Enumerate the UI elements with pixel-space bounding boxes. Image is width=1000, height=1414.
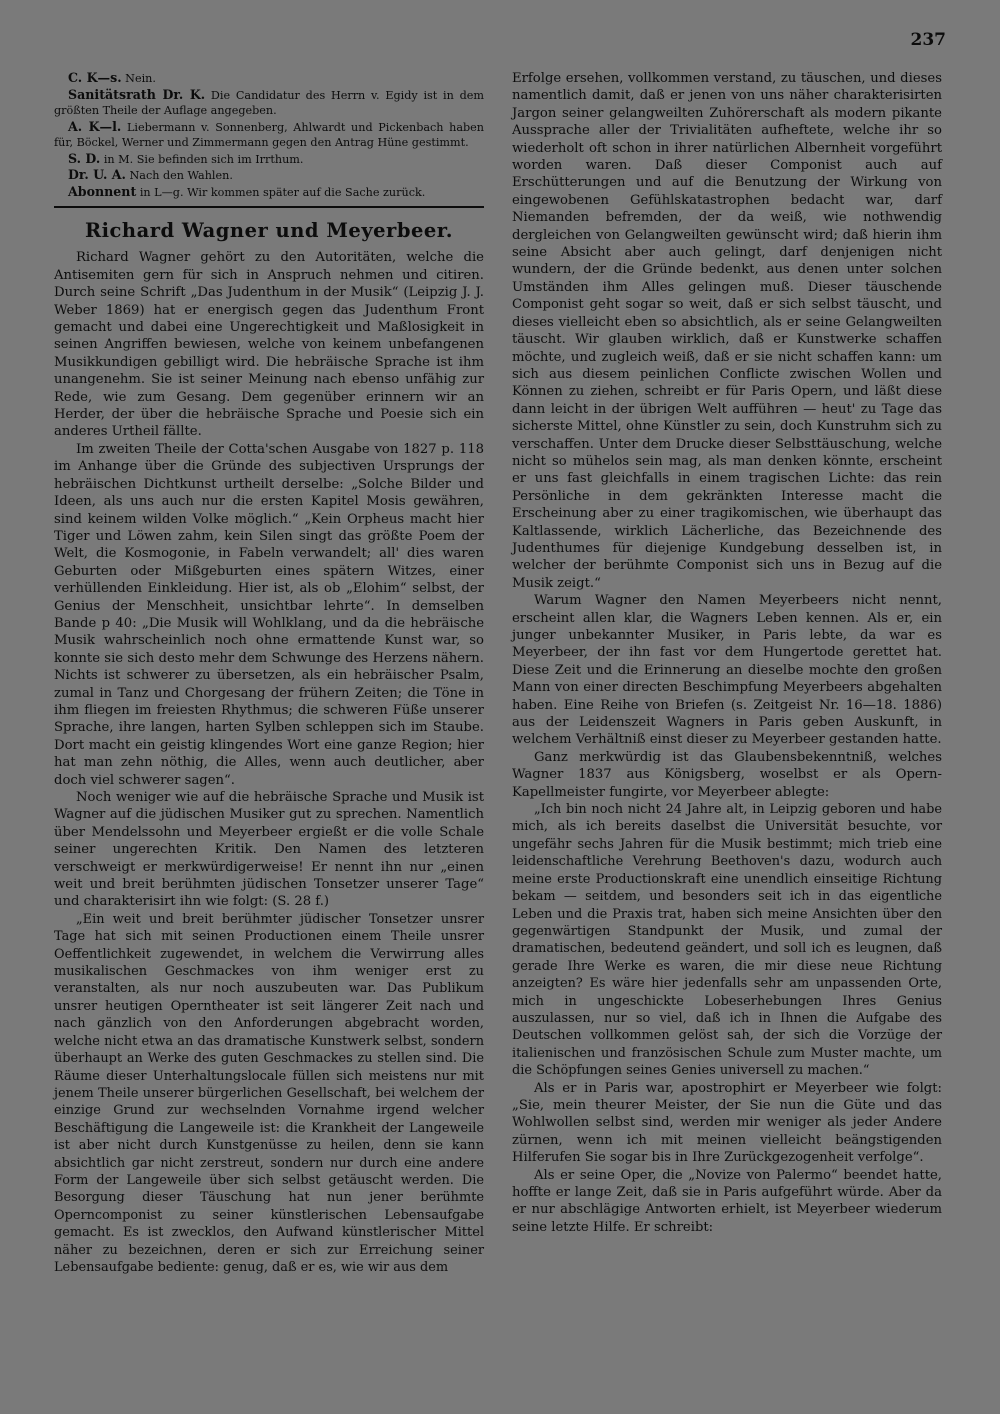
page-number: 237 xyxy=(910,30,946,50)
right-column xyxy=(512,70,942,1236)
notice-item xyxy=(54,87,484,119)
notice-text: Liebermann v. Sonnenberg, Ahlwardt und Pickenbach haben für, Böckel, Werner und Zimmermann gegen den Antrag Hüne gestimmt. xyxy=(54,120,484,149)
notice-text: Nein. xyxy=(125,72,156,85)
notice-item xyxy=(54,151,484,168)
notice-recipient: A. K—l. xyxy=(68,118,122,134)
quoted-passage: „Ein weit und breit berühmter jüdischer Tonsetzer unsrer Tage hat sich mit seinen Productionen einem Theile unsrer Oeffentlichkeit zugewendet, in welchem die Verwirrung alles musikalischen Geschmackes von ihm weniger erst zu veranstalten, als nur noch auszubeuten war. Das Publikum unsrer heutigen Operntheater ist seit längerer Zeit nach und nach gänzlich von den Anforderungen abgebracht worden, welche nicht etwa an das dramatische Kunstwerk selbst, sondern überhaupt an Werke des guten Geschmackes zu stellen sind. Die Räume dieser Unterhaltungslocale füllen sich meistens nur mit jenem Theile unserer bürgerlichen Gesellschaft, bei welchem der einzige Grund zur wechselnden Vornahme irgend welcher Beschäftigung die Langeweile ist: die Krankheit der Langeweile ist aber nicht durch Kunstgenüsse zu heilen, denn sie kann absichtlich gar nicht zerstreut, sondern nur durch eine andere Form der Langeweile über sich selbst getäuscht werden. Die Besorgung dieser Täuschung hat nun jener berühmte Operncomponist zu seiner künstlerischen Lebensaufgabe gemacht. Es ist zwecklos, den Aufwand künstlerischer Mittel näher zu bezeichnen, deren er sich zur Erreichung seiner Lebensaufgabe bediente: genug, daß er es, wie wir aus dem xyxy=(54,911,484,1275)
section-divider xyxy=(54,206,484,208)
notice-item xyxy=(54,167,484,184)
notice-text: Die Candidatur des Herrn v. Egidy ist in dem größten Theile der Auflage angegeben. xyxy=(54,88,484,117)
notice-text: in M. Sie befinden sich im Irrthum. xyxy=(103,152,304,166)
article-paragraph: Richard Wagner gehört zu den Autoritäten, welche die Antisemiten gern für sich in Anspruch nehmen und citiren. Durch seine Schrift „Das Judenthum in der Musik“ (Leipzig J. J. Weber 1869) hat er energisch gegen das Judenthum Front gemacht und dabei eine Ungerechtigkeit und Maßlosigkeit in seinen Angriffen bewiesen, welche von keinem unbefangenen Musikkundigen gebilligt wird. Die hebräische Sprache ist ihm unangenehm. Sie ist seiner Meinung nach ebenso unfähig zur Rede, wie zum Gesang. Dem gegenüber erinnern wir an Herder, der über die hebräische Sprache und Poesie sich ein anderes Urtheil fällte. xyxy=(54,250,484,440)
notice-item xyxy=(54,184,484,201)
notice-recipient: Abonnent xyxy=(68,183,137,199)
notice-recipient: S. D. xyxy=(68,150,101,166)
notice-recipient: Dr. U. A. xyxy=(68,167,126,182)
left-column xyxy=(54,70,484,1276)
correspondence-notices xyxy=(54,70,484,200)
notice-text: Nach den Wahlen. xyxy=(129,169,233,182)
notice-text: in L—g. Wir kommen später auf die Sache zurück. xyxy=(139,185,426,199)
article-paragraph: Noch weniger wie auf die hebräische Sprache und Musik ist Wagner auf die jüdischen Musiker gut zu sprechen. Namentlich über Mendelssohn und Meyerbeer ergießt er die volle Schale seiner ungerechten Kritik. Den Namen des letzteren verschweigt er merkwürdigerweise! Er nennt ihn nur „einen weit und breit berühmten jüdischen Tonsetzer unserer Tage“ und charakterisirt ihn wie folgt: (S. 28 f.) xyxy=(54,790,484,910)
article-paragraph: Warum Wagner den Namen Meyerbeers nicht nennt, erscheint allen klar, die Wagners Leben kennen. Als er, ein junger unbekannter Musiker, in Paris lebte, da war es Meyerbeer, der ihn fast vor dem Hungertode gerettet hat. Diese Zeit und die Erinnerung an dieselbe mochte den großen Mann von einer directen Beschimpfung Meyerbeers abgehalten haben. Eine Reihe von Briefen (s. Zeitgeist Nr. 16—18. 1886) aus der Leidenszeit Wagners in Paris geben Auskunft, in welchem Verhältniß einst dieser zu Meyerbeer gestanden hatte. xyxy=(512,593,942,748)
article-paragraph: Als er in Paris war, apostrophirt er Meyerbeer wie folgt: „Sie, mein theurer Meister, der Sie nun die Güte und das Wohlwollen selbst sind, werden mir weniger als jeder Andere zürnen, wenn ich mit meinen vielleicht beängstigenden Hilferufen Sie sogar bis in Ihre Zurückgezogenheit verfolge“. xyxy=(512,1080,942,1166)
notice-item xyxy=(54,70,484,87)
article-paragraph: Ganz merkwürdig ist das Glaubensbekenntniß, welches Wagner 1837 aus Königsberg, woselbst er als Opern-Kapellmeister fungirte, vor Meyerbeer ablegte: xyxy=(512,749,942,800)
article-paragraph: Im zweiten Theile der Cotta'schen Ausgabe von 1827 p. 118 im Anhange über die Gründe des subjectiven Ursprungs der hebräischen Dichtkunst urtheilt derselbe: „Solche Bilder und Ideen, als uns auch nur die ersten Kapitel Mosis gewähren, sind keinem wilden Volke möglich.“ „Kein Orpheus macht hier Tiger und Löwen zahm, kein Silen singt das größte Poem der Welt, die Kosmogonie, in Fabeln verwandelt; all' dies waren Geburten oder Mißgeburten eines spätern Witzes, einer verhüllenden Einkleidung. Hier ist, als ob „Elohim“ selbst, der Genius der Menschheit, unsichtbar lehrte“. In demselben Bande p 40: „Die Musik will Wohlklang, und da die hebräische Musik wahrscheinlich noch ohne ermattende Kunst war, so konnte sie sich desto mehr dem Schwunge des Herzens nähern. Nichts ist schwerer zu übersetzen, als ein hebräischer Psalm, zumal in Tanz und Chorgesang der frühern Zeiten; die Töne in ihm fliegen im freiesten Rhythmus; die schweren Füße unserer Sprache, ihre langen, harten Sylben schleppen sich im Staube. Dort macht ein geistig klingendes Wort eine ganze Region; hier hat man zehn nöthig, die Alles, wenn auch deutlicher, aber doch viel schwerer sagen“. xyxy=(54,441,484,788)
quoted-letter: „Ich bin noch nicht 24 Jahre alt, in Leipzig geboren und habe mich, als ich bereits daselbst die Universität besuchte, vor ungefähr sechs Jahren für die Musik bestimmt; mich trieb eine leidenschaftliche Verehrung Beethoven's dazu, wodurch auch meine erste Productionskraft eine unendlich einseitige Richtung bekam — seitdem, und besonders seit ich in das eigentliche Leben und die Praxis trat, haben sich meine Ansichten über den gegenwärtigen Standpunkt der Musik, und zumal der dramatischen, bedeutend geändert, und soll ich es leugnen, daß gerade Ihre Werke es waren, die mir diese neue Richtung anzeigten? Es wäre hier jedenfalls sehr am unpassenden Orte, mich in ungeschickte Lobeserhebungen Ihres Genius auszulassen, nur so viel, daß ich in Ihnen die Aufgabe des Deutschen vollkommen gelöst sah, der sich die Vorzüge der italienischen und französischen Schule zum Muster machte, um die Schöpfungen seines Genies universell zu machen.“ xyxy=(512,802,942,1079)
article-paragraph: Als er seine Oper, die „Novize von Palermo“ beendet hatte, hoffte er lange Zeit, daß sie in Paris aufgeführt würde. Aber da er nur abschlägige Antworten erhielt, ist Meyerbeer wiederum seine letzte Hilfe. Er schreibt: xyxy=(512,1167,942,1235)
article-paragraph: Erfolge ersehen, vollkommen verstand, zu täuschen, und dieses namentlich damit, daß er jenen von uns näher charakterisirten Jargon seiner gelangweilten Zuhörerschaft als modern pikante Aussprache aller der Trivialitäten aufheftete, welche ihr so wiederholt oft schon in ihrer natürlichen Albernheit vorgeführt worden waren. Daß dieser Componist auch auf Erschütterungen und auf die Benutzung der Wirkung von eingewobenen Gefühlskatastrophen bedacht war, darf Niemanden befremden, der da weiß, wie nothwendig dergleichen von Gelangweilten gewünscht wird; daß hierin ihm seine Absicht aber auch gelingt, darf denjenigen nicht wundern, der die Gründe bedenkt, aus denen unter solchen Umständen ihm Alles gelingen muß. Dieser täuschende Componist geht sogar so weit, daß er sich selbst täuscht, und dieses vielleicht eben so absichtlich, als er seine Gelangweilten täuscht. Wir glauben wirklich, daß er Kunstwerke schaffen möchte, und zugleich weiß, daß er sie nicht schaffen kann: um sich aus diesem peinlichen Conflicte zwischen Wollen und Können zu ziehen, schreibt er für Paris Opern, und läßt diese dann leicht in der übrigen Welt aufführen — heut' zu Tage das sicherste Mittel, ohne Künstler zu sein, doch Kunstruhm sich zu verschaffen. Unter dem Drucke dieser Selbsttäuschung, welche nicht so mühelos sein mag, als man denken könnte, erscheint er uns fast gleichfalls in einem tragischen Lichte: das rein Persönliche in dem gekränkten Interesse macht die Erscheinung aber zu einer tragikomischen, wie überhaupt das Kaltlassende, wirklich Lächerliche, das Bezeichnende des Judenthumes für diejenige Kundgebung desselben ist, in welcher der berühmte Componist sich uns in Bezug auf die Musik zeigt.“ xyxy=(512,71,942,591)
notice-item xyxy=(54,119,484,151)
notice-recipient: Sanitätsrath Dr. K. xyxy=(68,86,206,102)
notice-recipient: C. K—s. xyxy=(68,70,122,85)
article-title: Richard Wagner und Meyerbeer. xyxy=(84,219,454,242)
